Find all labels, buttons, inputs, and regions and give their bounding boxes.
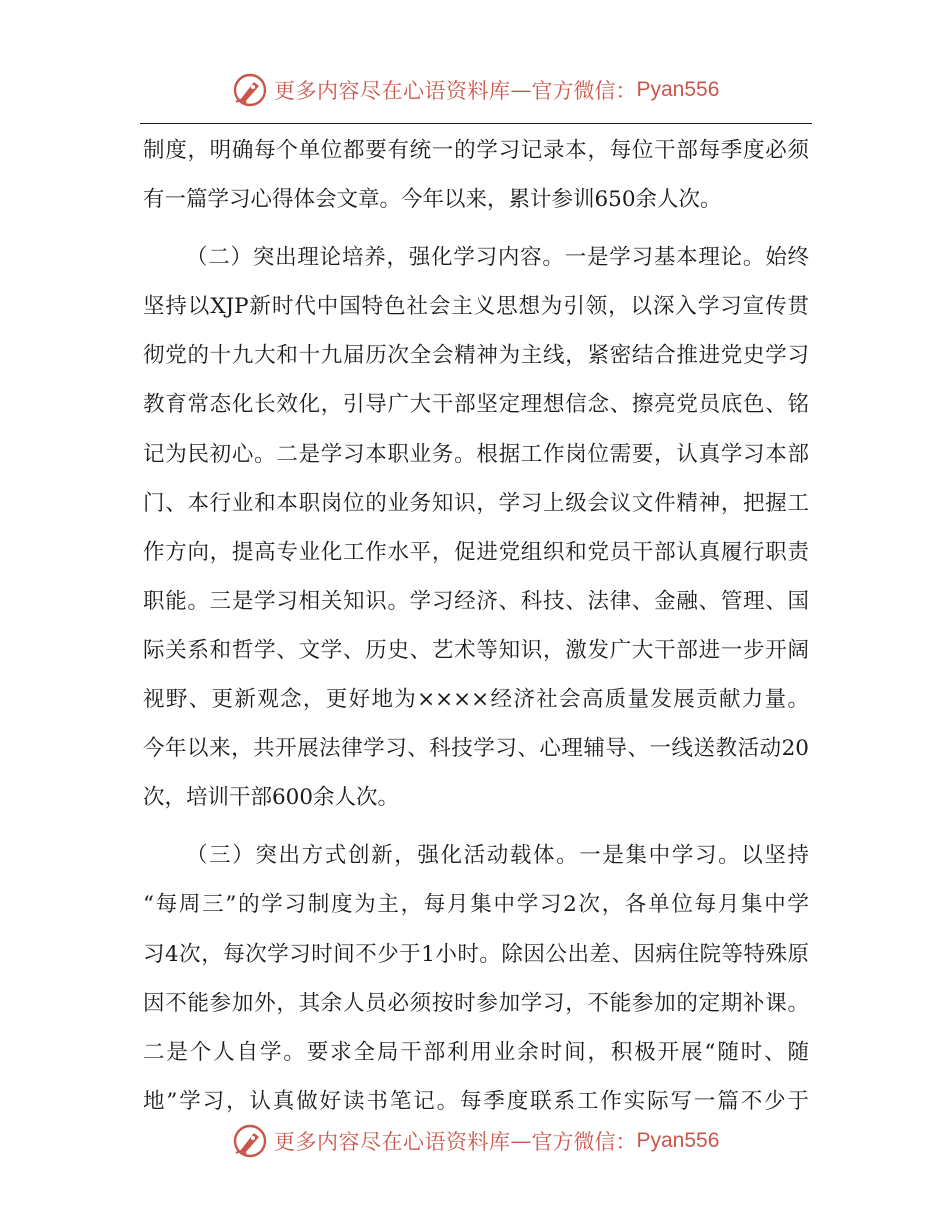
watermark-wechat-label: 官方微信： bbox=[531, 1130, 637, 1154]
text-line: 记为民初心。二是学习本职业务。根据工作岗位需要，认真学习本部 bbox=[143, 441, 809, 467]
watermark-wechat-label: 官方微信： bbox=[531, 79, 637, 103]
footer-watermark bbox=[232, 1121, 719, 1161]
text-line: 教育常态化长效化，引导广大干部坚定理想信念、擦亮党员底色、铭 bbox=[143, 392, 809, 418]
text-line: 制度，明确每个单位都要有统一的学习记录本，每位干部每季度必须 bbox=[143, 138, 809, 163]
text-line: 视野、更新观念，更好地为××××经济社会高质量发展贡献力量。 bbox=[143, 687, 809, 713]
text-line: 门、本行业和本职岗位的业务知识，学习上级会议文件精神，把握工 bbox=[143, 490, 809, 516]
document-body bbox=[143, 126, 809, 1126]
watermark-text: 更多内容尽在心语资料库 bbox=[274, 79, 511, 103]
text-line: 彻党的十九大和十九届历次全会精神为主线，紧密结合推进党史学习 bbox=[143, 343, 809, 369]
watermark-wechat-id: Pyan556 bbox=[636, 78, 720, 101]
text-line: 习4次，每次学习时间不少于1小时。除因公出差、因病住院等特殊原 bbox=[143, 941, 809, 967]
pen-nib-logo-icon bbox=[232, 72, 268, 108]
text-line: 坚持以XJP新时代中国特色社会主义思想为引领，以深入学习宣传贯 bbox=[143, 294, 809, 320]
text-line: 际关系和哲学、文学、历史、艺术等知识，激发广大干部进一步开阔 bbox=[143, 637, 809, 663]
paragraph-1 bbox=[143, 126, 809, 224]
text-line: 次，培训干部600余人次。 bbox=[143, 785, 400, 811]
text-line: （二）突出理论培养，强化学习内容。一是学习基本理论。始终 bbox=[186, 245, 809, 271]
paragraph-3 bbox=[143, 831, 809, 1126]
watermark-separator: — bbox=[510, 1129, 532, 1153]
text-line: 职能。三是学习相关知识。学习经济、科技、法律、金融、管理、国 bbox=[143, 588, 809, 614]
watermark-separator: — bbox=[510, 78, 532, 102]
watermark-text: 更多内容尽在心语资料库 bbox=[274, 1130, 511, 1154]
paragraph-2 bbox=[143, 233, 809, 822]
text-line: 作方向，提高专业化工作水平，促进党组织和党员干部认真履行职责 bbox=[143, 539, 809, 565]
watermark-wechat-id: Pyan556 bbox=[636, 1129, 720, 1152]
text-line: 二是个人自学。要求全局干部利用业余时间，积极开展“随时、随 bbox=[143, 1039, 809, 1065]
text-line: （三）突出方式创新，强化活动载体。一是集中学习。以坚持 bbox=[186, 843, 809, 869]
header-watermark bbox=[232, 70, 719, 110]
pen-nib-logo-icon bbox=[232, 1123, 268, 1159]
text-line: “每周三”的学习制度为主，每月集中学习2次，各单位每月集中学 bbox=[143, 892, 809, 918]
header-rule bbox=[140, 123, 812, 124]
text-line: 今年以来，共开展法律学习、科技学习、心理辅导、一线送教活动20 bbox=[143, 736, 809, 762]
text-line: 地”学习，认真做好读书笔记。每季度联系工作实际写一篇不少于 bbox=[143, 1088, 809, 1114]
text-line: 有一篇学习心得体会文章。今年以来，累计参训650余人次。 bbox=[143, 187, 722, 213]
text-line: 因不能参加外，其余人员必须按时参加学习，不能参加的定期补课。 bbox=[143, 990, 809, 1016]
